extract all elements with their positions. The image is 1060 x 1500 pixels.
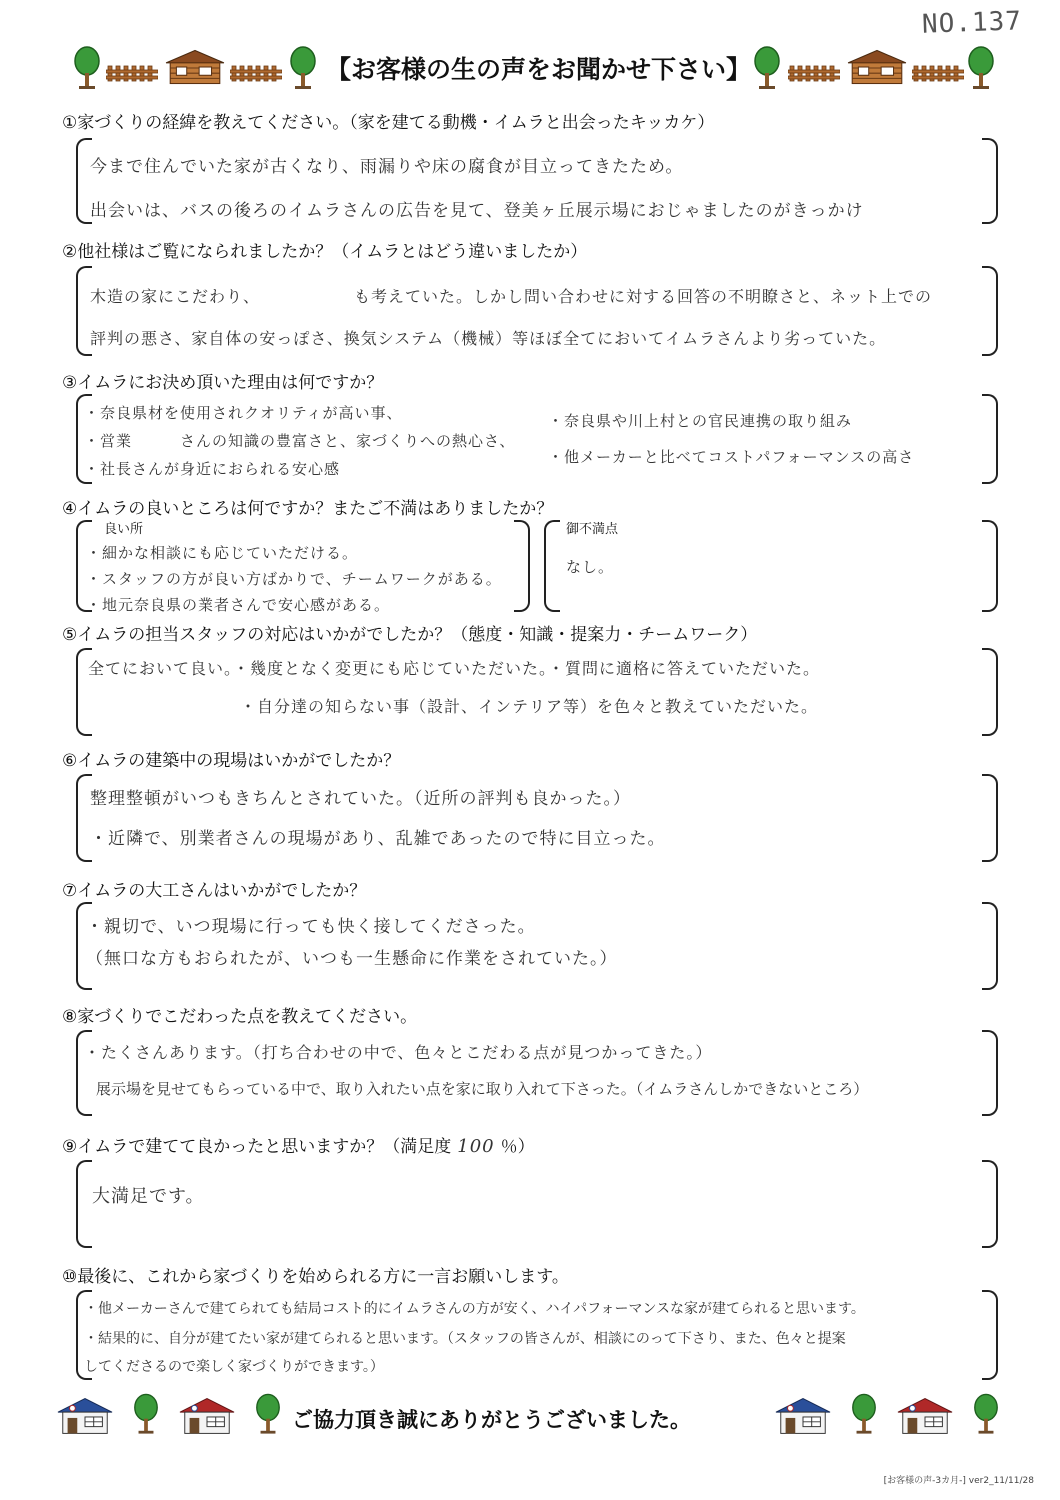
answer-bracket-right bbox=[982, 266, 998, 356]
log-house-icon bbox=[846, 48, 908, 86]
answer-2-line-2: 評判の悪さ、家自体の安っぽさ、換気システム（機械）等ほぼ全てにおいてイムラさんより劣っていた。 bbox=[90, 329, 887, 348]
answer-bracket-left bbox=[76, 1160, 92, 1248]
answer-4-good-line-1: ・細かな相談にも応じていただける。 bbox=[86, 544, 359, 562]
answer-bracket-right bbox=[982, 1030, 998, 1116]
answer-10-line-3: してくださるので楽しく家づくりができます。） bbox=[84, 1359, 384, 1375]
tree-icon bbox=[254, 1392, 282, 1436]
answer-4-good-line-2: ・スタッフの方が良い方ばかりで、チームワークがある。 bbox=[86, 570, 502, 588]
answer-bracket-right bbox=[982, 1160, 998, 1248]
footer-thanks: ご協力頂き誠にありがとうございました。 bbox=[292, 1408, 691, 1432]
answer-4-good-line-3: ・地元奈良県の業者さんで安心感がある。 bbox=[86, 596, 391, 614]
question-9-label-suffix: ％） bbox=[500, 1137, 535, 1157]
answer-7-line-2: （無口な方もおられたが、いつも一生懸命に作業をされていた。） bbox=[86, 949, 618, 969]
document-number: NO.137 bbox=[921, 6, 1023, 40]
question-6-label: ⑥イムラの建築中の現場はいかがでしたか？ bbox=[62, 751, 401, 771]
answer-bracket-right bbox=[982, 394, 998, 484]
answer-bracket-right bbox=[982, 1290, 998, 1380]
answer-3-left-line-2: ・営業 さんの知識の豊富さと、家づくりへの熱心さ、 bbox=[84, 432, 516, 450]
log-house-icon bbox=[164, 48, 226, 86]
answer-1-line-1: 今まで住んでいた家が古くなり、雨漏りや床の腐食が目立ってきたため。 bbox=[90, 157, 684, 177]
blue-house-icon bbox=[774, 1396, 832, 1436]
fence-icon bbox=[230, 62, 282, 82]
question-2-label: ②他社様はご覧になられましたか？（イムラとはどう違いましたか） bbox=[62, 242, 588, 262]
answer-4-complaints: なし。 bbox=[566, 558, 615, 576]
answer-bracket-right bbox=[982, 648, 998, 736]
answer-bracket-right bbox=[514, 520, 530, 612]
answer-6-line-1: 整理整頓がいつもきちんとされていた。（近所の評判も良かった。） bbox=[90, 789, 631, 809]
complaints-label: 御不満点 bbox=[566, 522, 619, 537]
tree-icon bbox=[966, 46, 996, 90]
fence-icon bbox=[912, 62, 964, 82]
red-house-icon bbox=[896, 1396, 954, 1436]
question-10-label: ⑩最後に、これから家づくりを始められる方に一言お願いします。 bbox=[62, 1267, 569, 1287]
tree-icon bbox=[752, 46, 782, 90]
answer-8-line-1: ・たくさんあります。（打ち合わせの中で、色々とこだわる点が見つかってきた。） bbox=[84, 1043, 713, 1062]
red-house-icon bbox=[178, 1396, 236, 1436]
answer-bracket-right bbox=[982, 902, 998, 990]
answer-10-line-1: ・他メーカーさんで建てられても結局コスト的にイムラさんの方が安く、ハイパフォーマンスな家が建てられると思います。 bbox=[84, 1301, 865, 1317]
answer-3-left-line-3: ・社長さんが身近におられる安心感 bbox=[84, 460, 341, 478]
answer-bracket-right bbox=[982, 774, 998, 862]
answer-3-left-line-1: ・奈良県材を使用されクオリティが高い事、 bbox=[84, 404, 403, 422]
blue-house-icon bbox=[56, 1396, 114, 1436]
page-title: 【お客様の生の声をお聞かせ下さい】 bbox=[326, 55, 752, 84]
fence-icon bbox=[788, 62, 840, 82]
good-points-label: 良い所 bbox=[104, 522, 144, 537]
answer-3-right-line-1: ・奈良県や川上村との官民連携の取り組み bbox=[548, 412, 853, 430]
answer-bracket-left bbox=[544, 520, 560, 612]
tree-icon bbox=[972, 1392, 1000, 1436]
answer-7-line-1: ・親切で、いつ現場に行っても快く接してくださった。 bbox=[86, 917, 536, 937]
tree-icon bbox=[72, 46, 102, 90]
tree-icon bbox=[288, 46, 318, 90]
question-8-label: ⑧家づくりでこだわった点を教えてください。 bbox=[62, 1007, 418, 1027]
question-3-label: ③イムラにお決め頂いた理由は何ですか？ bbox=[62, 373, 384, 393]
form-version: [お客様の声-3カ月-] ver2_11/11/28 bbox=[883, 1476, 1034, 1486]
question-7-label: ⑦イムラの大工さんはいかがでしたか？ bbox=[62, 881, 367, 901]
satisfaction-value: 100 bbox=[457, 1136, 495, 1157]
answer-bracket-right bbox=[982, 138, 998, 224]
answer-5-line-2: ・自分達の知らない事（設計、インテリア等）を色々と教えていただいた。 bbox=[240, 697, 819, 716]
question-9-label bbox=[62, 1132, 535, 1157]
question-4-label: ④イムラの良いところは何ですか？またご不満はありましたか？ bbox=[62, 499, 554, 519]
question-5-label: ⑤イムラの担当スタッフの対応はいかがでしたか？（態度・知識・提案力・チームワーク） bbox=[62, 625, 758, 645]
answer-2-line-1: 木造の家にこだわり、 も考えていた。しかし問い合わせに対する回答の不明瞭さと、ネット上での bbox=[90, 287, 933, 306]
answer-1-line-2: 出会いは、バスの後ろのイムラさんの広告を見て、登美ヶ丘展示場におじゃましたのがきっかけ bbox=[90, 201, 864, 221]
question-9-label-prefix: ⑨イムラで建てて良かったと思いますか？（満足度 bbox=[62, 1137, 452, 1157]
question-1-label: ①家づくりの経緯を教えてください。（家を建てる動機・イムラと出会ったキッカケ） bbox=[62, 113, 715, 133]
answer-6-line-2: ・近隣で、別業者さんの現場があり、乱雑であったので特に目立った。 bbox=[90, 829, 666, 849]
fence-icon bbox=[106, 62, 158, 82]
answer-10-line-2: ・結果的に、自分が建てたい家が建てられると思います。（スタッフの皆さんが、相談にのって下さり、また、色々と提案 bbox=[84, 1331, 846, 1347]
tree-icon bbox=[132, 1392, 160, 1436]
answer-9-line-1: 大満足です。 bbox=[92, 1186, 205, 1207]
answer-5-line-1: 全てにおいて良い。・幾度となく変更にも応じていただいた。・質問に適格に答えていただいた。 bbox=[88, 659, 821, 678]
tree-icon bbox=[850, 1392, 878, 1436]
answer-8-line-2: 展示場を見せてもらっている中で、取り入れたい点を家に取り入れて下さった。（イムラさんしかできないところ） bbox=[96, 1080, 869, 1098]
answer-bracket-right bbox=[982, 520, 998, 612]
answer-3-right-line-2: ・他メーカーと比べてコストパフォーマンスの高さ bbox=[548, 448, 915, 466]
